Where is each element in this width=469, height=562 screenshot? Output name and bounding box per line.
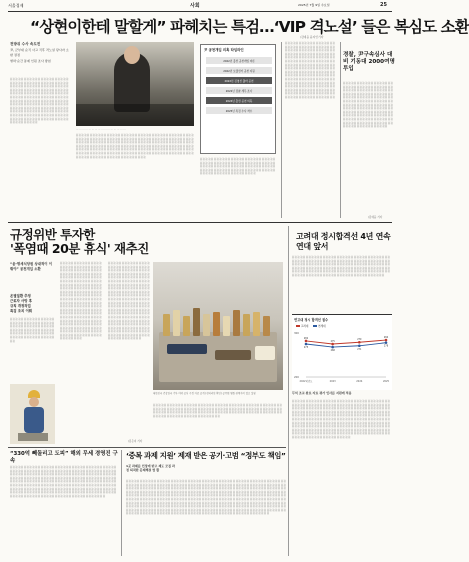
vial-6 (213, 312, 220, 336)
y-tick-label: 300 (294, 332, 299, 335)
series-point-0 (358, 341, 361, 344)
data-label: 278 (383, 344, 389, 348)
series-point-1 (358, 344, 361, 347)
right-headline: 고려대 정시합격선 4년 연속 연대 앞서 (296, 232, 391, 251)
top-body-col3: ░ ░ ░ ░ ░ ░ ░ ░ ░ ░ ░ ░ ░ ░ ░ ░ ░ ░ ░ ░ ░ ░ ░ ░ ░ ░ ░ ░ ░ ░ ░ ░ ░ ░ ░ ░ ░ ░ ░ ░ ░ ░ ░ ░ ░ ░ ░ ░ ░ ░ ░ ░ ░ ░ ░ ░ ░ ░ ░ ░ ░ ░ ░ ░ ░ ░ ░ ░ ░ ░ ░ ░ ░ ░ ░ ░ ░ ░ ░ ░ ░ ░ ░ ░ ░ ░ ░ ░ ░ ░ ░ ░ ░ ░ ░ ░ ░ ░ ░ ░ ░ ░ ░ ░ ░ ░ ░ ░ ░ ░ ░ ░ ░ ░ ░ ░ ░ ░ ░ ░ ░ ░ ░ ░ ░ ░ ░ ░ (200, 158, 276, 176)
vial-11 (263, 316, 270, 336)
series-point-1 (305, 343, 308, 346)
x-tick-label: 2022학년도 (299, 380, 313, 383)
worker-ground (18, 433, 48, 441)
col-rule-bottom (121, 450, 122, 556)
section-divider-2 (8, 447, 286, 448)
side-body: ░ ░ ░ ░ ░ ░ ░ ░ ░ ░ ░ ░ ░ ░ ░ ░ ░ ░ ░ ░ ░ ░ ░ ░ ░ ░ ░ ░ ░ ░ ░ ░ ░ ░ ░ ░ ░ ░ ░ ░ ░ ░ ░ ░ ░ ░ ░ ░ ░ ░ ░ ░ ░ ░ ░ ░ ░ ░ ░ ░ ░ ░ ░ ░ ░ ░ ░ ░ ░ ░ ░ ░ ░ ░ ░ ░ ░ ░ ░ ░ ░ ░ ░ ░ ░ ░ ░ ░ ░ ░ ░ ░ ░ ░ ░ ░ ░ ░ ░ ░ ░ ░ ░ ░ ░ ░ ░ ░ ░ ░ ░ ░ ░ ░ ░ ░ ░ ░ ░ ░ ░ ░ ░ ░ ░ ░ ░ ░ ░ ░ ░ ░ ░ ░ ░ ░ ░ ░ ░ ░ ░ ░ ░ ░ ░ ░ ░ ░ ░ ░ ░ ░ ░ ░ ░ ░ ░ ░ ░ ░ ░ ░ ░ ░ ░ ░ ░ ░ ░ ░ ░ ░ ░ ░ ░ ░ ░ ░ ░ ░ ░ ░ ░ ░ ░ ░ ░ ░ ░ ░ ░ ░ ░ ░ ░ ░ ░ ░ ░ ░ ░ ░ ░ ░ ░ ░ ░ ░ ░ ░ ░ ░ ░ ░ ░ ░ ░ ░ ░ ░ ░ ░ ░ ░ ░ ░ ░ ░ ░ ░ ░ ░ (343, 82, 393, 129)
worker-illustration (10, 384, 55, 444)
side-byline: /김예음 기자 (368, 216, 383, 219)
top-headline: “상현이한테 말할게” 파헤치는 특검…‘VIP 격노설’ 들은 복심도 소환 (30, 18, 469, 36)
right-body: ░ ░ ░ ░ ░ ░ ░ ░ ░ ░ ░ ░ ░ ░ ░ ░ ░ ░ ░ ░ ░ ░ ░ ░ ░ ░ ░ ░ ░ ░ ░ ░ ░ ░ ░ ░ ░ ░ ░ ░ ░ ░ ░ ░ ░ ░ ░ ░ ░ ░ ░ ░ ░ ░ ░ ░ ░ ░ ░ ░ ░ ░ ░ ░ ░ ░ ░ ░ ░ ░ ░ ░ ░ ░ ░ ░ ░ ░ ░ ░ ░ ░ ░ ░ ░ ░ ░ ░ ░ ░ ░ ░ ░ ░ ░ ░ ░ ░ ░ ░ ░ ░ ░ ░ ░ ░ ░ ░ ░ ░ ░ ░ ░ ░ ░ ░ ░ ░ ░ ░ ░ ░ ░ ░ ░ ░ ░ ░ ░ ░ ░ ░ ░ ░ ░ ░ ░ ░ ░ ░ ░ ░ ░ ░ ░ ░ ░ ░ ░ ░ ░ ░ ░ ░ ░ ░ ░ ░ ░ ░ ░ ░ ░ ░ ░ ░ ░ ░ ░ ░ ░ ░ ░ ░ ░ ░ ░ ░ ░ ░ ░ ░ ░ ░ ░ ░ ░ ░ ░ ░ ░ ░ ░ ░ ░ ░ ░ ░ ░ ░ ░ ░ ░ ░ ░ ░ ░ ░ (292, 256, 390, 277)
top-body-col4: ░ ░ ░ ░ ░ ░ ░ ░ ░ ░ ░ ░ ░ ░ ░ ░ ░ ░ ░ ░ ░ ░ ░ ░ ░ ░ ░ ░ ░ ░ ░ ░ ░ ░ ░ ░ ░ ░ ░ ░ ░ ░ ░ ░ ░ ░ ░ ░ ░ ░ ░ ░ ░ ░ ░ ░ ░ ░ ░ ░ ░ ░ ░ ░ ░ ░ ░ ░ ░ ░ ░ ░ ░ ░ ░ ░ ░ ░ ░ ░ ░ ░ ░ ░ ░ ░ ░ ░ ░ ░ ░ ░ ░ ░ ░ ░ ░ ░ ░ ░ ░ ░ ░ ░ ░ ░ ░ ░ ░ ░ ░ ░ ░ ░ ░ ░ ░ ░ ░ ░ ░ ░ ░ ░ ░ ░ ░ ░ ░ ░ ░ ░ ░ ░ ░ ░ ░ ░ ░ ░ ░ ░ ░ ░ ░ ░ ░ ░ ░ ░ ░ ░ ░ ░ ░ ░ ░ ░ ░ ░ ░ ░ ░ ░ ░ ░ ░ ░ ░ ░ ░ ░ ░ ░ ░ ░ ░ ░ ░ ░ ░ ░ ░ ░ ░ ░ ░ ░ ░ ░ ░ ░ ░ ░ ░ ░ ░ ░ ░ ░ ░ ░ ░ ░ ░ ░ ░ ░ ░ ░ ░ ░ ░ ░ ░ ░ ░ ░ ░ ░ ░ ░ ░ ░ ░ ░ ░ ░ ░ ░ ░ ░ ░ ░ ░ ░ ░ ░ ░ ░ ░ ░ ░ ░ ░ ░ ░ ░ ░ ░ ░ ░ ░ ░ ░ ░ ░ ░ ░ ░ ░ ░ ░ ░ ░ ░ ░ ░ ░ ░ ░ ░ ░ ░ ░ ░ ░ ░ ░ ░ ░ ░ ░ ░ ░ ░ ░ ░ (285, 42, 335, 99)
legend-label-korea: 고려대 (300, 325, 309, 328)
section-divider-1 (8, 222, 392, 223)
data-label: 284 (383, 336, 389, 340)
middle-headline-line1: 규정위반 투자한 (10, 227, 95, 242)
middle-byline: /김은지 기자 (128, 440, 143, 443)
vial-10 (253, 312, 260, 336)
data-label: 275 (303, 346, 309, 349)
vial-3 (183, 316, 190, 336)
middle-headline (10, 228, 280, 256)
x-tick-label: 2025 (382, 380, 390, 383)
data-label: 268 (330, 349, 335, 353)
data-label: 275 (330, 340, 335, 343)
timeline-step-5: 2024년 총선 공천 의혹 (206, 97, 272, 104)
top-body-col1: ░ ░ ░ ░ ░ ░ ░ ░ ░ ░ ░ ░ ░ ░ ░ ░ ░ ░ ░ ░ ░ ░ ░ ░ ░ ░ ░ ░ ░ ░ ░ ░ ░ ░ ░ ░ ░ ░ ░ ░ ░ ░ ░ ░ ░ ░ ░ ░ ░ ░ ░ ░ ░ ░ ░ ░ ░ ░ ░ ░ ░ ░ ░ ░ ░ ░ ░ ░ ░ ░ ░ ░ ░ ░ ░ ░ ░ ░ ░ ░ ░ ░ ░ ░ ░ ░ ░ ░ ░ ░ ░ ░ ░ ░ ░ ░ ░ ░ ░ ░ ░ ░ ░ ░ ░ ░ ░ ░ ░ ░ ░ ░ ░ ░ ░ ░ ░ ░ ░ ░ ░ ░ ░ ░ ░ ░ ░ ░ ░ ░ ░ ░ ░ ░ ░ ░ ░ ░ ░ ░ ░ ░ ░ ░ ░ ░ ░ ░ ░ ░ ░ ░ ░ ░ ░ ░ ░ ░ ░ ░ ░ ░ ░ ░ ░ ░ ░ ░ ░ ░ ░ ░ ░ ░ ░ ░ ░ ░ ░ ░ ░ ░ ░ ░ ░ ░ ░ ░ ░ ░ ░ ░ ░ ░ ░ ░ ░ ░ ░ ░ ░ ░ ░ ░ ░ ░ ░ ░ ░ ░ ░ ░ ░ ░ ░ ░ ░ ░ ░ ░ ░ ░ ░ ░ ░ ░ ░ ░ ░ ░ ░ ░ ░ ░ ░ ░ ░ ░ ░ ░ ░ ░ ░ ░ ░ ░ ░ ░ ░ ░ ░ ░ ░ ░ ░ ░ ░ ░ ░ ░ ░ ░ (10, 78, 69, 125)
data-label: 282 (303, 336, 309, 340)
legend-label-yonsei: 연세대 (318, 325, 326, 328)
right-deck: 무석 조교 완료 자료 평가 인사를 지원에 적용 (292, 391, 352, 395)
middle-deck-2: 근로자 사망 후 (10, 299, 33, 303)
middle-photo (153, 262, 283, 390)
photo-box-1 (167, 344, 207, 354)
masthead-rule (8, 11, 392, 12)
series-point-1 (331, 346, 334, 349)
top-deck-1: 전방위 수사 속도전 (10, 42, 41, 46)
middle-body-col3: ░ ░ ░ ░ ░ ░ ░ ░ ░ ░ ░ ░ ░ ░ ░ ░ ░ ░ ░ ░ ░ ░ ░ ░ ░ ░ ░ ░ ░ ░ ░ ░ ░ ░ ░ ░ ░ ░ ░ ░ ░ ░ ░ ░ ░ ░ ░ ░ ░ ░ ░ ░ ░ ░ ░ ░ ░ ░ ░ ░ ░ ░ ░ ░ ░ ░ ░ ░ ░ ░ ░ ░ ░ ░ ░ ░ ░ ░ ░ ░ ░ ░ ░ ░ ░ ░ ░ ░ ░ ░ ░ ░ ░ ░ ░ ░ ░ ░ ░ ░ ░ ░ ░ ░ ░ ░ ░ ░ ░ ░ ░ ░ ░ ░ ░ ░ ░ ░ ░ ░ ░ ░ ░ ░ ░ ░ ░ ░ ░ ░ ░ ░ ░ ░ ░ ░ ░ ░ ░ ░ ░ ░ ░ ░ ░ ░ ░ ░ ░ ░ ░ ░ ░ ░ ░ ░ ░ ░ ░ ░ ░ ░ (153, 404, 282, 418)
score-chart-box (292, 314, 392, 390)
vial-5 (203, 314, 210, 336)
page-number: 25 (380, 2, 387, 8)
series-line-0 (306, 340, 386, 344)
score-chart-title: 연고대 정시 합격선 점수 (294, 318, 329, 322)
middle-side-quote: “윤-명세식당원 상대적이 이뤄야” 공천개입 소환 (10, 262, 53, 271)
top-deck-3: 병력·순간 통제 인원 조사 방침 (10, 58, 51, 63)
col-rule-right (288, 226, 289, 556)
data-label: 279 (357, 338, 362, 342)
middle-body-col1: ░ ░ ░ ░ ░ ░ ░ ░ ░ ░ ░ ░ ░ ░ ░ ░ ░ ░ ░ ░ ░ ░ ░ ░ ░ ░ ░ ░ ░ ░ ░ ░ ░ ░ ░ ░ ░ ░ ░ ░ ░ ░ ░ ░ ░ ░ ░ ░ ░ ░ ░ ░ ░ ░ ░ ░ ░ ░ ░ ░ ░ ░ ░ ░ ░ ░ ░ ░ ░ ░ ░ ░ ░ ░ ░ ░ ░ ░ ░ ░ ░ ░ ░ ░ ░ ░ ░ ░ ░ ░ ░ ░ ░ ░ ░ ░ ░ ░ ░ ░ ░ ░ ░ ░ ░ ░ ░ ░ ░ ░ ░ ░ ░ ░ ░ ░ ░ ░ ░ ░ ░ ░ ░ ░ ░ ░ ░ ░ ░ ░ ░ ░ ░ ░ ░ ░ ░ ░ ░ ░ ░ ░ ░ ░ ░ ░ ░ ░ ░ ░ ░ ░ ░ ░ ░ ░ ░ ░ ░ ░ ░ ░ ░ ░ ░ ░ ░ ░ ░ ░ ░ ░ ░ ░ ░ ░ ░ ░ ░ ░ ░ ░ ░ ░ ░ ░ ░ ░ ░ ░ ░ ░ ░ ░ ░ ░ ░ ░ ░ ░ ░ ░ ░ ░ ░ ░ ░ ░ ░ ░ ░ ░ ░ ░ ░ ░ ░ ░ ░ ░ ░ ░ ░ ░ ░ ░ ░ ░ ░ ░ ░ ░ ░ ░ ░ ░ ░ ░ ░ ░ ░ ░ ░ ░ ░ ░ ░ ░ ░ ░ ░ ░ ░ ░ ░ ░ ░ ░ ░ ░ ░ ░ ░ ░ ░ ░ ░ ░ ░ ░ ░ ░ ░ ░ ░ ░ ░ ░ ░ ░ ░ ░ ░ ░ ░ ░ ░ ░ ░ ░ ░ ░ ░ ░ ░ ░ ░ ░ ░ ░ ░ ░ ░ ░ ░ ░ ░ ░ ░ ░ ░ ░ ░ ░ ░ ░ ░ ░ ░ ░ ░ ░ ░ (60, 262, 102, 341)
y-tick-label: 200 (294, 376, 299, 379)
timeline-step-6: 2025년 특검 수사 착수 (206, 107, 272, 114)
worker-body (24, 407, 44, 433)
middle-headline-line2: '폭염때 20분 휴식' 재추진 (10, 241, 149, 256)
top-decks (10, 42, 70, 64)
middle-deck-3: 규칙 개정작업 (10, 304, 31, 308)
vial-4 (193, 308, 200, 336)
series-point-1 (385, 341, 388, 344)
middle-deck-4: 특검 조치 이뤄 (10, 309, 33, 313)
top-photo (76, 42, 194, 126)
series-point-0 (385, 339, 388, 342)
top-byline: /김예음 윤지인기자 (300, 35, 324, 39)
top-deck-2: 尹, 군부대 순직 사고 직후 격노설 당사자 소환 결정 (10, 47, 69, 57)
score-chart-svg (292, 327, 392, 389)
timeline-step-2: 2022년 보궐선거 공천 지원 (206, 67, 272, 74)
middle-body-col2: ░ ░ ░ ░ ░ ░ ░ ░ ░ ░ ░ ░ ░ ░ ░ ░ ░ ░ ░ ░ ░ ░ ░ ░ ░ ░ ░ ░ ░ ░ ░ ░ ░ ░ ░ ░ ░ ░ ░ ░ ░ ░ ░ ░ ░ ░ ░ ░ ░ ░ ░ ░ ░ ░ ░ ░ ░ ░ ░ ░ ░ ░ ░ ░ ░ ░ ░ ░ ░ ░ ░ ░ ░ ░ ░ ░ ░ ░ ░ ░ ░ ░ ░ ░ ░ ░ ░ ░ ░ ░ ░ ░ ░ ░ ░ ░ ░ ░ ░ ░ ░ ░ ░ ░ ░ ░ ░ ░ ░ ░ ░ ░ ░ ░ ░ ░ ░ ░ ░ ░ ░ ░ ░ ░ ░ ░ ░ ░ ░ ░ ░ ░ ░ ░ ░ ░ ░ ░ ░ ░ ░ ░ ░ ░ ░ ░ ░ ░ ░ ░ ░ ░ ░ ░ ░ ░ ░ ░ ░ ░ ░ ░ ░ ░ ░ ░ ░ ░ ░ ░ ░ ░ ░ ░ ░ ░ ░ ░ ░ ░ ░ ░ ░ ░ ░ ░ ░ ░ ░ ░ ░ ░ ░ ░ ░ ░ ░ ░ ░ ░ ░ ░ ░ ░ ░ ░ ░ ░ ░ ░ ░ ░ ░ ░ ░ ░ ░ ░ ░ ░ ░ ░ ░ ░ ░ ░ ░ ░ ░ ░ ░ ░ ░ ░ ░ ░ ░ ░ ░ ░ ░ ░ ░ ░ ░ ░ ░ ░ ░ ░ ░ ░ ░ ░ ░ ░ ░ ░ ░ ░ ░ ░ ░ ░ ░ ░ ░ ░ ░ ░ ░ ░ ░ ░ ░ ░ ░ ░ ░ ░ ░ ░ ░ ░ ░ ░ ░ ░ ░ ░ ░ ░ ░ ░ ░ ░ ░ ░ ░ ░ ░ ░ ░ ░ ░ ░ ░ ░ ░ ░ ░ ░ ░ ░ ░ ░ ░ ░ ░ ░ ░ ░ ░ ░ ░ ░ ░ (108, 262, 150, 341)
middle-deck-1: 온열질환 추정 (10, 294, 31, 298)
paper-name: 서울경제 (8, 3, 24, 8)
vial-1 (163, 314, 170, 336)
photo-box-2 (215, 350, 251, 360)
x-tick-label: 2023 (329, 380, 336, 383)
middle-body-col0: ░ ░ ░ ░ ░ ░ ░ ░ ░ ░ ░ ░ ░ ░ ░ ░ ░ ░ ░ ░ ░ ░ ░ ░ ░ ░ ░ ░ ░ ░ ░ ░ ░ ░ ░ ░ ░ ░ ░ ░ ░ ░ ░ ░ ░ ░ ░ ░ ░ ░ ░ ░ ░ ░ ░ ░ ░ ░ ░ ░ ░ ░ ░ ░ ░ ░ ░ ░ ░ ░ ░ ░ ░ ░ ░ ░ ░ ░ ░ ░ ░ ░ ░ ░ ░ ░ ░ ░ ░ ░ ░ ░ ░ ░ ░ ░ ░ ░ (10, 318, 55, 343)
col-rule-top (281, 42, 282, 218)
masthead (8, 2, 392, 10)
photo-crowd (76, 104, 194, 126)
bottom-main-body: ░ ░ ░ ░ ░ ░ ░ ░ ░ ░ ░ ░ ░ ░ ░ ░ ░ ░ ░ ░ ░ ░ ░ ░ ░ ░ ░ ░ ░ ░ ░ ░ ░ ░ ░ ░ ░ ░ ░ ░ ░ ░ ░ ░ ░ ░ ░ ░ ░ ░ ░ ░ ░ ░ ░ ░ ░ ░ ░ ░ ░ ░ ░ ░ ░ ░ ░ ░ ░ ░ ░ ░ ░ ░ ░ ░ ░ ░ ░ ░ ░ ░ ░ ░ ░ ░ ░ ░ ░ ░ ░ ░ ░ ░ ░ ░ ░ ░ ░ ░ ░ ░ ░ ░ ░ ░ ░ ░ ░ ░ ░ ░ ░ ░ ░ ░ ░ ░ ░ ░ ░ ░ ░ ░ ░ ░ ░ ░ ░ ░ ░ ░ ░ ░ ░ ░ ░ ░ ░ ░ ░ ░ ░ ░ ░ ░ ░ ░ ░ ░ ░ ░ ░ ░ ░ ░ ░ ░ ░ ░ ░ ░ ░ ░ ░ ░ ░ ░ ░ ░ ░ ░ ░ ░ ░ ░ ░ ░ ░ ░ ░ ░ ░ ░ ░ ░ ░ ░ ░ ░ ░ ░ ░ ░ ░ ░ ░ ░ ░ ░ ░ ░ ░ ░ ░ ░ ░ ░ ░ ░ ░ ░ ░ ░ ░ ░ ░ ░ ░ ░ ░ ░ ░ ░ ░ ░ ░ ░ ░ ░ ░ ░ ░ ░ ░ ░ ░ ░ ░ ░ ░ ░ ░ ░ ░ ░ ░ ░ ░ ░ ░ ░ ░ ░ ░ ░ ░ ░ ░ ░ ░ ░ ░ ░ ░ ░ ░ ░ ░ ░ ░ ░ ░ ░ ░ ░ ░ ░ ░ ░ ░ ░ ░ ░ ░ ░ ░ ░ ░ ░ ░ ░ ░ ░ ░ ░ ░ ░ ░ ░ ░ ░ ░ ░ ░ ░ ░ ░ ░ ░ ░ ░ ░ ░ ░ ░ ░ ░ ░ ░ ░ ░ ░ ░ ░ ░ ░ ░ ░ ░ ░ ░ ░ ░ ░ ░ ░ ░ ░ ░ ░ ░ ░ ░ ░ ░ ░ ░ ░ ░ ░ ░ ░ ░ ░ ░ ░ ░ ░ ░ ░ ░ ░ ░ ░ ░ ░ ░ ░ ░ ░ ░ ░ ░ ░ ░ ░ ░ ░ ░ ░ ░ ░ ░ ░ ░ ░ ░ ░ ░ ░ ░ ░ ░ ░ ░ ░ ░ ░ ░ ░ ░ ░ ░ ░ ░ ░ ░ ░ ░ ░ ░ ░ ░ ░ ░ ░ ░ ░ ░ ░ ░ ░ ░ ░ ░ ░ ░ ░ ░ ░ ░ ░ ░ ░ ░ ░ ░ ░ ░ ░ ░ ░ ░ ░ ░ ░ ░ ░ ░ ░ ░ ░ ░ ░ ░ ░ ░ ░ ░ ░ ░ ░ ░ ░ ░ ░ ░ ░ ░ ░ ░ ░ ░ ░ ░ ░ ░ ░ ░ ░ ░ ░ ░ ░ ░ ░ ░ ░ ░ ░ ░ ░ ░ ░ ░ ░ ░ ░ ░ ░ ░ ░ ░ ░ ░ ░ ░ ░ ░ ░ ░ ░ ░ ░ ░ ░ ░ ░ ░ ░ ░ ░ ░ ░ ░ ░ ░ ░ ░ ░ ░ ░ ░ ░ ░ ░ ░ ░ ░ ░ ░ ░ ░ ░ ░ ░ ░ ░ ░ ░ ░ ░ ░ ░ ░ ░ ░ ░ ░ ░ ░ ░ ░ (126, 480, 286, 516)
issue-date: 2025년 7월 9일 수요일 (298, 3, 330, 7)
right-body-2: ░ ░ ░ ░ ░ ░ ░ ░ ░ ░ ░ ░ ░ ░ ░ ░ ░ ░ ░ ░ ░ ░ ░ ░ ░ ░ ░ ░ ░ ░ ░ ░ ░ ░ ░ ░ ░ ░ ░ ░ ░ ░ ░ ░ ░ ░ ░ ░ ░ ░ ░ ░ ░ ░ ░ ░ ░ ░ ░ ░ ░ ░ ░ ░ ░ ░ ░ ░ ░ ░ ░ ░ ░ ░ ░ ░ ░ ░ ░ ░ ░ ░ ░ ░ ░ ░ ░ ░ ░ ░ ░ ░ ░ ░ ░ ░ ░ ░ ░ ░ ░ ░ ░ ░ ░ ░ ░ ░ ░ ░ ░ ░ ░ ░ ░ ░ ░ ░ ░ ░ ░ ░ ░ ░ ░ ░ ░ ░ ░ ░ ░ ░ ░ ░ ░ ░ ░ ░ ░ ░ ░ ░ ░ ░ ░ ░ ░ ░ ░ ░ ░ ░ ░ ░ ░ ░ ░ ░ ░ ░ ░ ░ ░ ░ ░ ░ ░ ░ ░ ░ ░ ░ ░ ░ ░ ░ ░ ░ ░ ░ ░ ░ ░ ░ ░ ░ ░ ░ ░ ░ ░ ░ ░ ░ ░ ░ ░ ░ ░ ░ ░ ░ ░ ░ ░ ░ ░ ░ ░ ░ ░ ░ ░ ░ ░ ░ ░ ░ ░ ░ ░ ░ ░ ░ ░ ░ ░ ░ ░ ░ ░ ░ ░ ░ ░ ░ ░ ░ ░ ░ ░ ░ ░ ░ ░ ░ ░ ░ ░ ░ ░ ░ ░ ░ ░ ░ ░ ░ ░ ░ ░ ░ ░ ░ ░ ░ ░ ░ ░ ░ ░ ░ ░ ░ ░ ░ ░ ░ ░ ░ ░ ░ ░ ░ ░ ░ ░ ░ ░ ░ ░ ░ ░ ░ ░ ░ ░ ░ ░ ░ ░ ░ ░ ░ ░ ░ ░ ░ ░ ░ ░ ░ ░ ░ ░ ░ ░ ░ ░ ░ ░ ░ ░ ░ ░ ░ ░ ░ ░ ░ ░ ░ ░ ░ ░ ░ ░ ░ ░ ░ ░ ░ ░ ░ ░ ░ ░ ░ ░ ░ ░ ░ ░ ░ ░ ░ ░ ░ ░ ░ ░ ░ ░ ░ ░ ░ ░ ░ ░ ░ ░ (292, 400, 390, 439)
vial-9 (243, 314, 250, 336)
side-headline: 경찰, 尹구속심사 대비 기동대 2000여명 투입 (343, 52, 395, 72)
vial-7 (223, 316, 230, 336)
timeline-step-4: 2022년 검찰 세무 조사 (206, 87, 272, 94)
bottom-main-headline: ‘중복 과제 지원’ 제재 받은 공기·고범 “정부도 책임” (126, 451, 286, 460)
worker-head (29, 397, 39, 407)
timeline-step-1: 2022년 총선 공천개입 여론 (206, 57, 272, 64)
photo-person-head (124, 46, 140, 64)
vial-2 (173, 310, 180, 336)
vial-8 (233, 310, 240, 336)
timeline-box (200, 44, 276, 154)
series-point-0 (305, 340, 308, 343)
timeline-steps (206, 57, 272, 117)
bottom-main-deck: 1곳 과제를 인정에 받고 제도 모집 과정 퇴직한 문제해결 법 활 (126, 464, 175, 473)
top-photo-caption: ⋯ ⋯ ⋯ ⋯ ⋯ ⋯ ⋯ ⋯ ⋯ ⋯ ⋯ ⋯ ⋯ ⋯ ⋯ ⋯ (76, 128, 126, 131)
top-body-col2: ░ ░ ░ ░ ░ ░ ░ ░ ░ ░ ░ ░ ░ ░ ░ ░ ░ ░ ░ ░ ░ ░ ░ ░ ░ ░ ░ ░ ░ ░ ░ ░ ░ ░ ░ ░ ░ ░ ░ ░ ░ ░ ░ ░ ░ ░ ░ ░ ░ ░ ░ ░ ░ ░ ░ ░ ░ ░ ░ ░ ░ ░ ░ ░ ░ ░ ░ ░ ░ ░ ░ ░ ░ ░ ░ ░ ░ ░ ░ ░ ░ ░ ░ ░ ░ ░ ░ ░ ░ ░ ░ ░ ░ ░ ░ ░ ░ ░ ░ ░ ░ ░ ░ ░ ░ ░ ░ ░ ░ ░ ░ ░ ░ ░ ░ ░ ░ ░ ░ ░ ░ ░ ░ ░ ░ ░ ░ ░ ░ ░ ░ ░ ░ ░ ░ ░ ░ ░ ░ ░ ░ ░ ░ ░ ░ ░ ░ ░ ░ ░ ░ ░ ░ ░ ░ ░ ░ ░ ░ ░ ░ ░ ░ ░ ░ ░ ░ ░ ░ ░ ░ ░ ░ ░ ░ ░ ░ ░ ░ ░ ░ ░ ░ ░ ░ ░ ░ ░ ░ ░ ░ ░ ░ ░ ░ ░ ░ ░ ░ ░ ░ ░ ░ ░ ░ ░ ░ ░ ░ ░ ░ ░ ░ ░ ░ ░ ░ ░ ░ ░ ░ ░ ░ ░ ░ ░ ░ ░ ░ ░ ░ ░ ░ ░ ░ ░ ░ ░ ░ ░ ░ ░ ░ ░ ░ ░ ░ ░ ░ ░ ░ ░ ░ ░ ░ ░ ░ ░ ░ ░ ░ ░ ░ ░ ░ ░ ░ ░ ░ ░ ░ ░ ░ ░ ░ ░ ░ (76, 134, 194, 159)
timeline-title: 尹 공천개입 의혹 타임라인 (204, 48, 244, 52)
timeline-step-3: 2022년 김영선 출마 공천 (206, 77, 272, 84)
bottom-left-headline: “330억 빼돌리고 도피” 해외 무세 경영진 구속 (10, 451, 118, 464)
photo-paper (255, 346, 275, 360)
col-rule-side (340, 42, 341, 218)
middle-decks (10, 294, 55, 314)
x-tick-label: 2024 (356, 380, 363, 383)
series-point-0 (331, 343, 334, 346)
middle-photo-caption: 대한민국 건강한국 기부 마약 공식 수정 자료 공개 (전처리된 확인) 공무원 병원 관계자의 협조 설명 (153, 392, 256, 395)
data-label: 271 (357, 347, 362, 351)
section-name: 사회 (190, 3, 200, 9)
bottom-left-body: ░ ░ ░ ░ ░ ░ ░ ░ ░ ░ ░ ░ ░ ░ ░ ░ ░ ░ ░ ░ ░ ░ ░ ░ ░ ░ ░ ░ ░ ░ ░ ░ ░ ░ ░ ░ ░ ░ ░ ░ ░ ░ ░ ░ ░ ░ ░ ░ ░ ░ ░ ░ ░ ░ ░ ░ ░ ░ ░ ░ ░ ░ ░ ░ ░ ░ ░ ░ ░ ░ ░ ░ ░ ░ ░ ░ ░ ░ ░ ░ ░ ░ ░ ░ ░ ░ ░ ░ ░ ░ ░ ░ ░ ░ ░ ░ ░ ░ ░ ░ ░ ░ ░ ░ ░ ░ ░ ░ ░ ░ ░ ░ ░ ░ ░ ░ ░ ░ ░ ░ ░ ░ ░ ░ ░ ░ ░ ░ ░ ░ ░ ░ ░ ░ ░ ░ ░ ░ ░ ░ ░ ░ ░ ░ ░ ░ ░ ░ ░ ░ ░ ░ ░ ░ ░ ░ ░ ░ ░ ░ ░ ░ ░ ░ ░ ░ ░ ░ ░ ░ ░ ░ ░ ░ ░ ░ ░ ░ ░ ░ ░ ░ ░ ░ ░ ░ ░ ░ ░ ░ ░ ░ ░ ░ ░ ░ ░ ░ ░ ░ ░ ░ ░ ░ ░ ░ ░ ░ ░ ░ ░ ░ ░ ░ ░ ░ ░ ░ ░ ░ ░ ░ ░ ░ ░ ░ ░ ░ ░ ░ ░ ░ ░ ░ ░ ░ ░ ░ ░ ░ ░ ░ ░ ░ ░ ░ ░ ░ ░ ░ ░ ░ ░ ░ ░ ░ ░ ░ ░ ░ ░ ░ ░ ░ ░ ░ ░ ░ ░ ░ ░ ░ ░ ░ ░ ░ ░ ░ ░ ░ ░ ░ ░ ░ ░ ░ ░ ░ ░ ░ ░ ░ ░ ░ ░ ░ ░ ░ ░ ░ ░ ░ ░ ░ ░ ░ ░ ░ ░ ░ ░ ░ ░ ░ ░ ░ ░ ░ ░ ░ ░ ░ ░ ░ ░ ░ ░ ░ ░ ░ ░ ░ ░ ░ ░ ░ ░ ░ (10, 466, 117, 498)
